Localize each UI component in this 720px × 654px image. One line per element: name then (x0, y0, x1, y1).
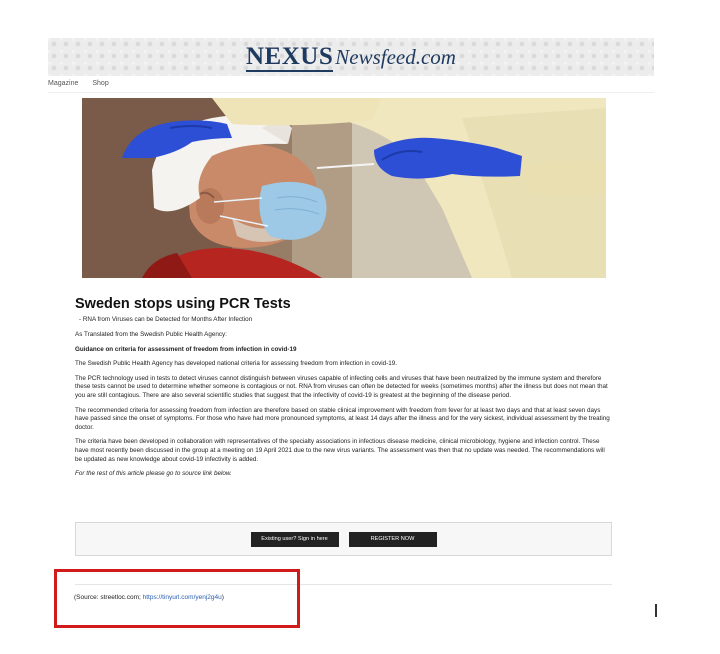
article-paragraph-3: The recommended criteria for assessing freedom from infection are therefore based on stable clinical improvement with freedom from fever for at least two days and that at least seven days have passed since the onset of symptoms. For those who have had more pronounced symptoms, at least 14 days after the illness and for the very sickest, individual assessment by the treating doctor. (75, 406, 610, 431)
paywall-box (75, 522, 612, 556)
article-translated-from: As Translated from the Swedish Public Health Agency: (75, 331, 227, 338)
source-prefix: (Source: streetloc.com; (74, 594, 143, 601)
nav-item-magazine[interactable]: Magazine (48, 80, 79, 87)
article-guidance-title: Guidance on criteria for assessment of freedom from infection in covid-19 (75, 345, 297, 353)
article-paragraph-1: The Swedish Public Health Agency has developed national criteria for assessing freedom from infection in covid-19. (75, 360, 398, 368)
logo-newsfeed-text: Newsfeed.com (335, 45, 456, 69)
article-paragraph-4: The criteria have been developed in collaboration with representatives of the specialty associations in infectious disease medicine, clinical microbiology, hygiene and infection control. These have most recently been discussed in the group at a meeting on 19 April 2021 due to the new virus variants. The assessment was then that no update was needed. The recommendations will be updated as new knowledge about covid-19 infectivity is added. (75, 438, 605, 463)
article-paragraph-2: The PCR technology used in tests to detect viruses cannot distinguish between viruses capable of infecting cells and viruses that have been neutralized by the immune system and therefore these tests cannot be used to determine whether someone is contagious or not. RNA from viruses can often be detected for weeks (sometimes months) after the illness but does not mean that you are still contagious. There are also several scientific studies that suggest that the infectivity of covid-19 is greatest at the beginning of the disease period. (75, 374, 608, 399)
article-body (75, 296, 613, 485)
article-headline: Sweden stops using PCR Tests (75, 296, 291, 312)
hero-illustration (82, 98, 606, 278)
site-header-banner (48, 38, 654, 76)
source-link[interactable]: https://tinyurl.com/yenj2g4u (142, 594, 222, 601)
hero-image (82, 98, 606, 278)
sign-in-button[interactable]: Existing user? Sign in here (251, 532, 339, 547)
red-highlight-box (54, 569, 300, 628)
source-suffix: ) (221, 594, 224, 601)
text-cursor (655, 604, 657, 617)
logo-nexus-text: NEXUS (246, 43, 334, 70)
article-rest-note: For the rest of this article please go to source link below. (75, 470, 232, 478)
register-button[interactable]: REGISTER NOW (349, 532, 437, 547)
article-subhead: - RNA from Viruses can be Detected for Months After Infection (79, 316, 253, 323)
site-logo[interactable] (246, 43, 456, 71)
nav-divider (48, 92, 654, 93)
top-nav (48, 80, 109, 87)
nav-item-shop[interactable]: Shop (92, 80, 109, 87)
